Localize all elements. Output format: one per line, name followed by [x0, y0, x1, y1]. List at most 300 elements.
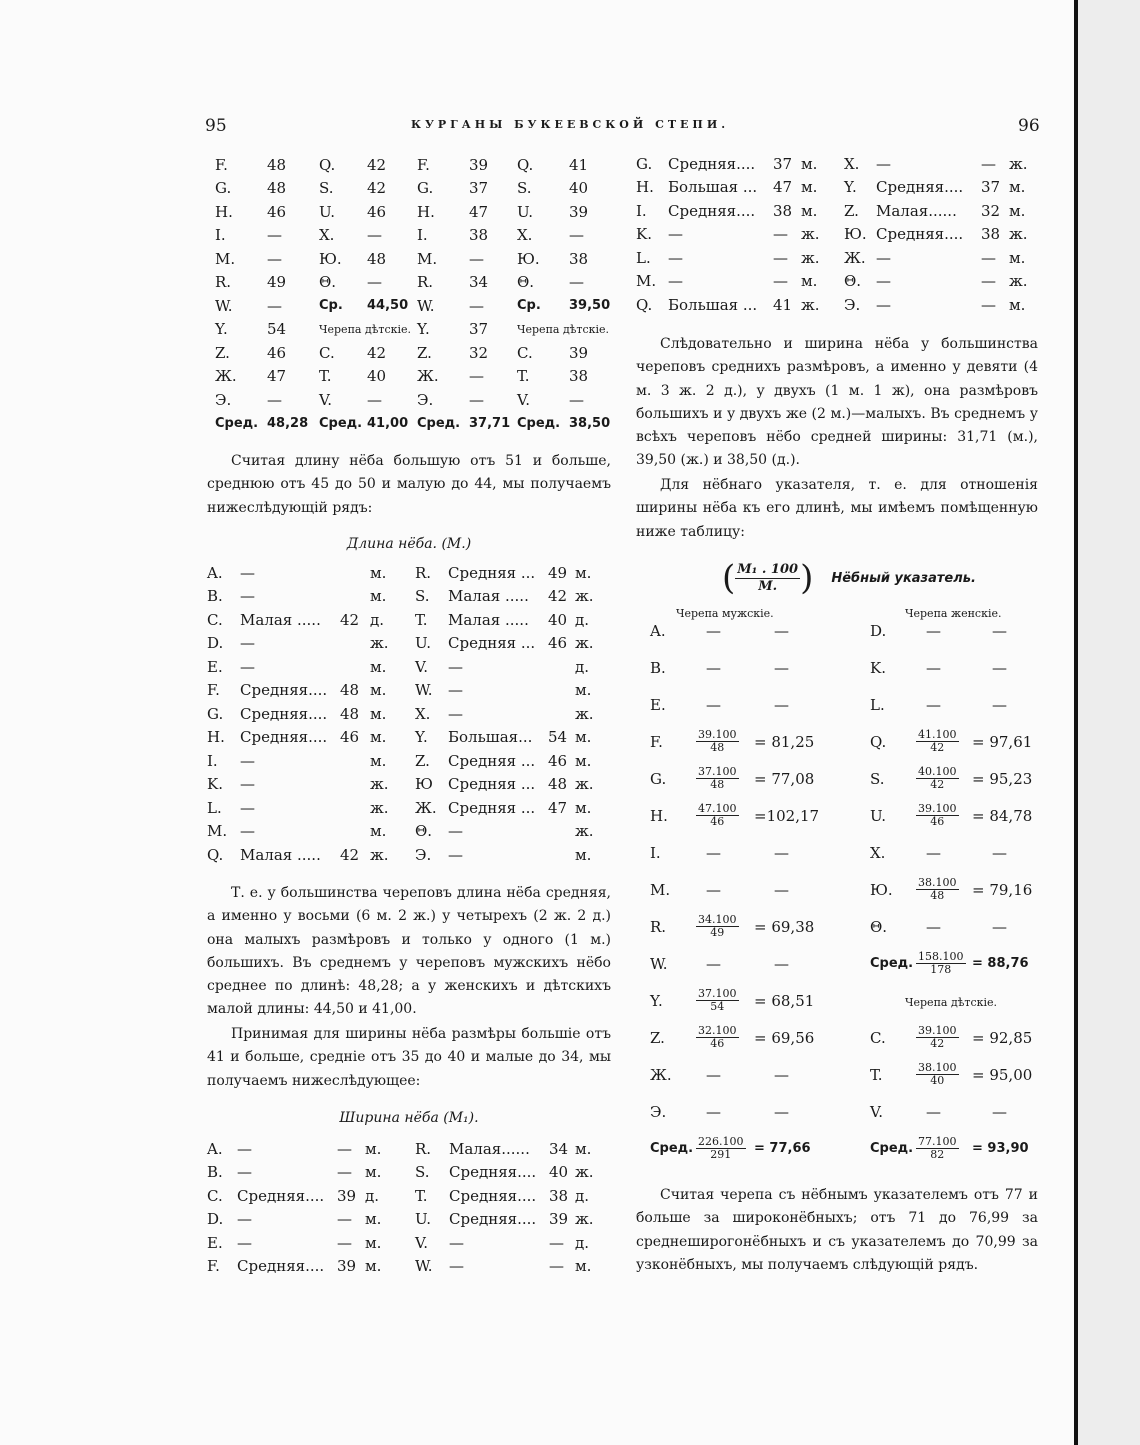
spacer — [844, 908, 870, 945]
index-label: W. — [650, 954, 668, 973]
index-value: = 79,16 — [972, 880, 1033, 899]
length-table-row-cell: Средняя.... — [240, 704, 328, 723]
top-table-row-cell: T. — [319, 367, 332, 386]
top-table-row-cell: Ср. — [319, 298, 343, 314]
width-table-row-cell: Средняя.... — [449, 1210, 537, 1229]
top-table-row-cell: — — [367, 390, 382, 409]
index-fraction-cell: — — [706, 658, 721, 677]
fraction-numerator: 41.100 — [918, 728, 957, 741]
length-table-row-cell — [340, 820, 370, 844]
length-table-row — [207, 561, 605, 585]
top-table-row-cell: Θ. — [319, 273, 337, 292]
index-value: — — [774, 695, 789, 714]
spacer — [844, 797, 870, 834]
width-table-row-cell: 40 — [549, 1163, 569, 1182]
index-fraction-cell — [916, 982, 972, 1019]
right-table-row-cell: 41 — [773, 295, 793, 314]
length-table-row-cell: 42 — [340, 610, 360, 629]
width-table-row-cell: 39 — [549, 1210, 569, 1229]
index-label: Z. — [650, 1028, 665, 1047]
index-label: Сред. — [870, 1141, 914, 1156]
width-table-row-cell: д. — [575, 1186, 590, 1205]
top-table-row-cell: X. — [319, 226, 335, 245]
top-table-row-cell: Q. — [517, 155, 534, 174]
fraction-denominator: 49 — [710, 926, 725, 939]
index-label: Θ. — [870, 917, 888, 936]
top-table-row — [215, 388, 615, 412]
length-table-row-cell: 47 — [548, 798, 568, 817]
index-fraction-cell — [696, 760, 754, 797]
width-table-row-cell: м. — [575, 1257, 592, 1276]
index-value — [972, 982, 1040, 1019]
spacer — [844, 649, 870, 686]
width-table-row — [207, 1231, 605, 1255]
index-table-row — [650, 871, 1040, 908]
width-table-row-cell: V. — [415, 1233, 428, 1252]
index-table-row — [650, 686, 1040, 723]
top-table-row-cell: Ж. — [215, 367, 237, 386]
right-table-row — [636, 223, 1036, 247]
top-table-row-cell: 38 — [469, 226, 489, 245]
right-table-row — [636, 199, 1036, 223]
index-table-row — [650, 649, 1040, 686]
top-table-row — [215, 412, 615, 436]
palatal-index-table — [650, 612, 1040, 1167]
top-table-row-cell: Э. — [215, 390, 232, 409]
top-table-row-cell: H. — [215, 202, 233, 221]
top-table-row-cell: — — [367, 273, 382, 292]
formula-fraction — [735, 562, 800, 595]
length-table-row-cell: — — [448, 845, 463, 864]
index-fraction-cell: — — [706, 1102, 721, 1121]
fraction-denominator: 48 — [710, 778, 725, 791]
index-fraction — [916, 1062, 959, 1087]
top-table-row-cell: 48,28 — [267, 415, 309, 431]
page-number-left: 95 — [205, 116, 227, 136]
length-table-row-cell: — — [240, 587, 255, 606]
right-table-row-cell: Малая...... — [876, 201, 957, 220]
right-table-row-cell: ж. — [801, 225, 820, 244]
length-table-row-cell: ж. — [370, 798, 389, 817]
length-table-row-cell: R. — [415, 563, 432, 582]
length-table-row — [207, 820, 605, 844]
index-fraction-cell — [916, 1056, 972, 1093]
top-table-row-cell: 49 — [267, 273, 287, 292]
para-index-intro: Для нёбнаго указателя, т. е. для отношенія ширины нёба къ его длинѣ, мы имѣемъ помѣщенную ниже таблицу: — [636, 477, 1038, 540]
length-table-row-cell: ж. — [370, 634, 389, 653]
fraction-denominator: 291 — [710, 1148, 732, 1161]
fraction-denominator: 42 — [930, 741, 945, 754]
index-value: = 93,90 — [972, 1141, 1029, 1156]
top-table-row-cell: — — [569, 226, 584, 245]
right-table-row-cell: — — [981, 154, 996, 173]
length-table-row-cell: ж. — [575, 775, 594, 794]
fraction-numerator: 37.100 — [698, 765, 737, 778]
index-value: = 95,23 — [972, 769, 1033, 788]
top-table-row-cell: W. — [215, 296, 233, 315]
index-table-row — [650, 723, 1040, 760]
right-table-row-cell: X. — [844, 154, 860, 173]
top-table-row-cell: Q. — [319, 155, 336, 174]
width-table-row-cell: T. — [415, 1186, 428, 1205]
index-table-row — [650, 1093, 1040, 1130]
length-table-row-cell: Θ. — [415, 822, 433, 841]
length-table-row-cell: — — [240, 775, 255, 794]
width-table-row-cell: Малая...... — [449, 1139, 530, 1158]
top-table-row-cell: 32 — [469, 343, 489, 362]
top-table-row — [215, 200, 615, 224]
top-table-row-cell: 48 — [267, 155, 287, 174]
fraction-numerator: 77.100 — [918, 1135, 957, 1148]
width-table-row-cell: — — [337, 1210, 352, 1229]
top-table-row-cell: Черепа дѣтскіе. — [517, 322, 610, 336]
right-table-row-cell: м. — [801, 154, 818, 173]
spacer — [844, 612, 870, 649]
index-table-row — [650, 834, 1040, 871]
index-value: — — [992, 621, 1007, 640]
width-table-row-cell: — — [549, 1233, 564, 1252]
length-table-row — [207, 702, 605, 726]
spacer — [844, 945, 870, 982]
index-label: X. — [870, 843, 886, 862]
length-table-row-cell: Средняя ... — [448, 563, 536, 582]
length-table-row-cell: 42 — [340, 845, 360, 864]
index-fraction — [916, 766, 959, 791]
top-table-row-cell: I. — [215, 226, 226, 245]
length-table-row-cell: — — [240, 751, 255, 770]
right-table-row-cell: 47 — [773, 178, 793, 197]
top-table-row — [215, 224, 615, 248]
index-value: — — [774, 880, 789, 899]
spacer — [844, 1130, 870, 1167]
length-table-row-cell — [548, 702, 575, 726]
index-fraction-cell — [696, 1130, 754, 1167]
index-value: = 92,85 — [972, 1028, 1033, 1047]
length-table-row-cell: Малая ..... — [448, 587, 529, 606]
index-value: = 97,61 — [972, 732, 1033, 751]
top-table-row-cell: M. — [417, 249, 438, 268]
index-fraction — [696, 1136, 746, 1161]
right-table-row-cell: Z. — [844, 201, 859, 220]
length-table-row-cell — [340, 585, 370, 609]
top-table-row-cell: U. — [517, 202, 534, 221]
index-value: = 69,38 — [754, 917, 815, 936]
right-table-row — [636, 270, 1036, 294]
fraction-denominator: 48 — [930, 889, 945, 902]
top-table-row-cell: Z. — [215, 343, 230, 362]
index-fraction — [696, 914, 739, 939]
length-table-row — [207, 843, 605, 867]
top-table-row — [215, 271, 615, 295]
index-table-row — [650, 1056, 1040, 1093]
top-table-row-cell: R. — [215, 273, 232, 292]
index-table-row — [650, 612, 1040, 649]
length-table-row-cell: ж. — [575, 704, 594, 723]
top-table-row-cell: 42 — [367, 155, 387, 174]
width-table-row-cell: м. — [365, 1139, 382, 1158]
width-table-row-cell: м. — [365, 1163, 382, 1182]
index-value: — — [992, 658, 1007, 677]
index-fraction — [696, 988, 739, 1013]
length-table-row-cell: м. — [370, 681, 387, 700]
index-label: U. — [870, 806, 887, 825]
top-table-row-cell: 46 — [367, 202, 387, 221]
top-table-row-cell: Y. — [417, 320, 430, 339]
length-table-row-cell — [340, 655, 370, 679]
top-table-row-cell: 47 — [267, 367, 287, 386]
top-table-row — [215, 341, 615, 365]
right-table-row-cell: — — [773, 225, 788, 244]
para-width-intro: Принимая для ширины нёба размѣры большіе отъ 41 и больше, средніе отъ 35 до 40 и малые до 34, мы получаемъ нижеслѣдующее: — [207, 1026, 611, 1089]
length-table-row-cell: — — [240, 634, 255, 653]
fraction-denominator: 40 — [930, 1074, 945, 1087]
index-value: — — [992, 843, 1007, 862]
index-label: S. — [870, 769, 885, 788]
male-skulls-heading: Черепа мужскіе. — [676, 607, 774, 620]
length-table-row-cell: M. — [207, 822, 228, 841]
top-table-row-cell: — — [569, 390, 584, 409]
children-skulls-heading: Черепа дѣтскіе. — [905, 996, 998, 1009]
index-fraction-cell — [916, 1130, 972, 1167]
length-table-row-cell: I. — [207, 751, 218, 770]
length-table-row — [207, 608, 605, 632]
length-table-row — [207, 585, 605, 609]
right-table-row-cell: L. — [636, 248, 651, 267]
spacer — [844, 1056, 870, 1093]
right-table-row-cell: — — [773, 272, 788, 291]
index-label: V. — [870, 1102, 883, 1121]
width-table-row-cell: U. — [415, 1210, 432, 1229]
right-table-row-cell: 38 — [773, 201, 793, 220]
right-table-row-cell: ж. — [1009, 154, 1028, 173]
fraction-denominator: 54 — [710, 1000, 725, 1013]
top-table-row — [215, 177, 615, 201]
length-table-row-cell: д. — [370, 610, 385, 629]
index-fraction-cell: — — [926, 621, 941, 640]
right-table-row-cell: м. — [801, 272, 818, 291]
width-table-row-cell: S. — [415, 1163, 430, 1182]
length-table-row-cell: S. — [415, 587, 430, 606]
formula-denominator: M. — [758, 578, 778, 594]
fraction-numerator: 37.100 — [698, 987, 737, 1000]
top-table-row-cell: — — [469, 296, 484, 315]
width-table-row-cell: д. — [575, 1233, 590, 1252]
fraction-numerator: 40.100 — [918, 765, 957, 778]
top-table — [215, 153, 615, 435]
fraction-denominator: 178 — [930, 963, 952, 976]
index-fraction-cell: — — [926, 658, 941, 677]
index-label: D. — [870, 621, 887, 640]
index-fraction-cell: — — [926, 917, 941, 936]
length-table — [207, 561, 605, 867]
index-label: K. — [870, 658, 886, 677]
right-table-row-cell: G. — [636, 154, 653, 173]
top-table-row-cell: 46 — [267, 343, 287, 362]
length-table-row-cell: U. — [415, 634, 432, 653]
length-table-row-cell: 49 — [548, 563, 568, 582]
length-table-row-cell: Средняя ... — [448, 798, 536, 817]
length-table-row — [207, 655, 605, 679]
right-table-row-cell: — — [668, 248, 683, 267]
length-table-row-cell: ж. — [370, 775, 389, 794]
index-table-row — [650, 945, 1040, 982]
top-table-row-cell: F. — [417, 155, 430, 174]
width-table-row — [207, 1255, 605, 1279]
length-table-row-cell: м. — [370, 657, 387, 676]
index-table-row — [650, 760, 1040, 797]
index-fraction-cell: — — [706, 880, 721, 899]
index-fraction-cell — [696, 723, 754, 760]
top-table-row-cell: G. — [417, 179, 434, 198]
length-table-row — [207, 679, 605, 703]
index-fraction-cell — [916, 945, 972, 982]
top-table-row — [215, 294, 615, 318]
length-table-row-cell: T. — [415, 610, 428, 629]
index-fraction-cell: — — [926, 695, 941, 714]
length-table-row-cell: Y. — [415, 728, 428, 747]
right-table-row-cell: ж. — [801, 295, 820, 314]
fraction-denominator: 46 — [710, 815, 725, 828]
length-table-row-cell: м. — [575, 563, 592, 582]
length-table-row-cell: м. — [370, 728, 387, 747]
top-table-row-cell: 46 — [267, 202, 287, 221]
length-table-row-cell: м. — [370, 563, 387, 582]
index-value: = 69,56 — [754, 1028, 815, 1047]
right-table-row-cell: м. — [801, 201, 818, 220]
fraction-numerator: 226.100 — [698, 1135, 744, 1148]
right-table-row-cell: м. — [801, 178, 818, 197]
index-label: L. — [870, 695, 885, 714]
top-table-row-cell: 54 — [267, 320, 287, 339]
index-fraction — [916, 803, 959, 828]
width-table-row-cell: E. — [207, 1233, 223, 1252]
length-table-title: Длина нёба. (M.) — [346, 536, 472, 552]
index-fraction-cell — [696, 797, 754, 834]
top-table-row-cell: 41,00 — [367, 415, 409, 431]
length-table-row-cell: Q. — [207, 845, 224, 864]
spacer — [844, 1093, 870, 1130]
top-table-row-cell: 38 — [569, 249, 589, 268]
top-table-row-cell: 39 — [569, 343, 589, 362]
index-label: H. — [650, 806, 668, 825]
width-table-row — [207, 1161, 605, 1185]
right-table-row — [636, 293, 1036, 317]
right-table-row-cell: — — [876, 154, 891, 173]
index-label: Ж. — [650, 1065, 672, 1084]
index-value: = 77,08 — [754, 769, 815, 788]
length-table-row-cell — [340, 796, 370, 820]
index-fraction-cell: — — [706, 1065, 721, 1084]
index-fraction — [916, 1025, 959, 1050]
spacer — [844, 760, 870, 797]
top-table-row — [215, 365, 615, 389]
width-table-row-cell: м. — [365, 1210, 382, 1229]
index-fraction-cell — [916, 871, 972, 908]
width-table-row — [207, 1137, 605, 1161]
index-label — [870, 982, 916, 1019]
index-fraction-cell: — — [706, 954, 721, 973]
top-table-row-cell: — — [569, 273, 584, 292]
fraction-denominator: 82 — [930, 1148, 945, 1161]
length-table-row — [207, 796, 605, 820]
index-value: — — [992, 1102, 1007, 1121]
length-table-row-cell: — — [240, 657, 255, 676]
top-table-row-cell: M. — [215, 249, 236, 268]
length-table-row-cell — [340, 749, 370, 773]
top-table-row-cell: — — [267, 390, 282, 409]
length-table-row-cell: 46 — [548, 751, 568, 770]
width-table-row-cell: ж. — [575, 1163, 594, 1182]
top-table-row-cell: Черепа дѣтскіе. — [319, 322, 412, 336]
length-table-row-cell: 40 — [548, 610, 568, 629]
length-table-row-cell: ж. — [575, 822, 594, 841]
top-table-row-cell: Ср. — [517, 298, 541, 314]
index-formula — [722, 556, 976, 600]
index-title: Нёбный указатель. — [831, 570, 976, 586]
length-table-row-cell: Большая... — [448, 728, 533, 747]
index-value: — — [774, 658, 789, 677]
length-table-row-cell: Ю — [415, 775, 433, 794]
right-table-row — [636, 152, 1036, 176]
spacer — [844, 982, 870, 1019]
length-table-row-cell — [548, 655, 575, 679]
width-table-row-cell: м. — [365, 1233, 382, 1252]
fraction-denominator: 42 — [930, 778, 945, 791]
length-table-row-cell: L. — [207, 798, 222, 817]
right-table-row-cell: — — [876, 248, 891, 267]
female-skulls-heading: Черепа женскіе. — [905, 607, 1002, 620]
index-label: I. — [650, 843, 661, 862]
width-table-row-cell: B. — [207, 1163, 223, 1182]
top-table-row-cell: Ю. — [517, 249, 540, 268]
fraction-denominator: 46 — [930, 815, 945, 828]
index-label: Сред. — [650, 1141, 694, 1156]
top-table-row-cell: Ж. — [417, 367, 439, 386]
index-fraction-cell — [916, 723, 972, 760]
length-table-row-cell: Средняя ... — [448, 751, 536, 770]
top-table-row-cell: Y. — [215, 320, 228, 339]
right-table-row-cell: м. — [1009, 295, 1026, 314]
length-table-row-cell: Ж. — [415, 798, 437, 817]
length-table-row-cell: A. — [207, 563, 223, 582]
right-table-row-cell: — — [876, 295, 891, 314]
top-table-row-cell: Сред. — [417, 415, 461, 431]
width-table-row-cell: Средняя.... — [449, 1186, 537, 1205]
index-value: =102,17 — [754, 806, 820, 825]
right-table-row — [636, 246, 1036, 270]
width-table-continued — [636, 152, 1036, 317]
formula-numerator: M₁ . 100 — [737, 561, 799, 577]
top-table-row-cell: — — [469, 367, 484, 386]
length-table-row-cell: м. — [370, 822, 387, 841]
fraction-numerator: 158.100 — [918, 950, 964, 963]
right-table-row-cell: Средняя.... — [876, 178, 964, 197]
length-table-row-cell: Средняя ... — [448, 634, 536, 653]
width-table-row — [207, 1208, 605, 1232]
length-table-row-cell: D. — [207, 634, 224, 653]
top-table-row-cell: Э. — [417, 390, 434, 409]
index-value: — — [992, 695, 1007, 714]
index-fraction — [696, 1025, 739, 1050]
length-table-row-cell: X. — [415, 704, 431, 723]
width-table-row-cell: — — [237, 1210, 252, 1229]
width-table-row-cell: — — [449, 1257, 464, 1276]
top-table-row-cell: 37 — [469, 320, 489, 339]
width-table-row-cell: — — [337, 1163, 352, 1182]
page-edge — [1074, 0, 1140, 1445]
fraction-numerator: 39.100 — [698, 728, 737, 741]
index-label: Ю. — [870, 880, 893, 899]
